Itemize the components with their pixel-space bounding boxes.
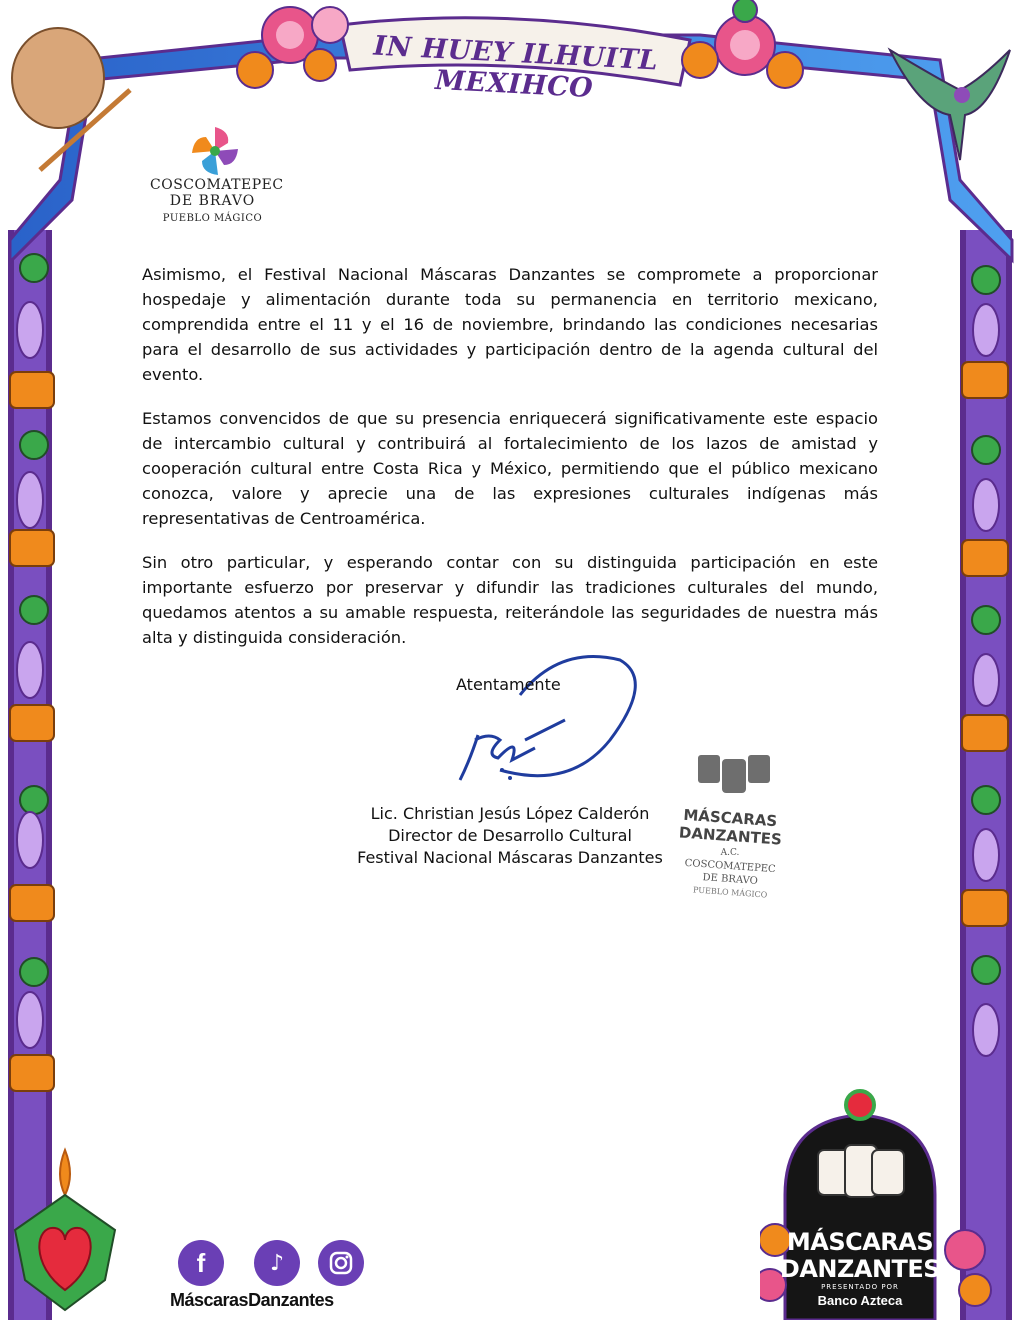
- signer-organization: Festival Nacional Máscaras Danzantes: [357, 848, 663, 867]
- banner-title: IN HUEY ILHUITL MEXIHCO: [372, 30, 659, 105]
- closing: Atentamente: [456, 675, 561, 694]
- signer-name: Lic. Christian Jesús López Calderón: [370, 804, 650, 823]
- town-name-line1: COSCOMATEPEC: [150, 177, 284, 193]
- paragraph: Asimismo, el Festival Nacional Máscaras Danzantes se compromete a proporcionar hospedaje y alimentación durante toda su permanencia en territorio mexicano, comprendida entre el 11 y el 16 de noviembre, brindando las condiciones necesarias para el desarrollo de sus actividades y participación dentro de la agenda cultural del evento.: [142, 265, 878, 384]
- letter-body: [142, 262, 878, 669]
- festival-logo-line1: MÁSCARAS: [786, 1228, 934, 1256]
- signer-block: [340, 803, 680, 869]
- stamp-line2: DANZANTES: [678, 823, 783, 849]
- town-name-line2: DE BRAVO: [169, 193, 256, 209]
- paragraph: Estamos convencidos de que su presencia enriquecerá significativamente este espacio de intercambio cultural y contribuirá al fortalecimiento de los lazos de amistad y cooperación cultural entre Costa Rica y México, permitiendo que el público mexicano conozca, valore y aprecie una de las expresiones culturales indígenas más representativas de Centroamérica.: [142, 409, 878, 528]
- facebook-icon[interactable]: f: [178, 1240, 224, 1286]
- tiktok-icon[interactable]: ♪: [254, 1240, 300, 1286]
- instagram-icon[interactable]: [318, 1240, 364, 1286]
- social-links: [168, 1238, 388, 1313]
- stamp-line1: MÁSCARAS: [682, 805, 778, 831]
- stamp-line5: DE BRAVO: [702, 872, 759, 887]
- signer-title: Director de Desarrollo Cultural: [388, 826, 632, 845]
- festival-logo-line2: DANZANTES: [779, 1255, 941, 1283]
- festival-logo: [760, 1075, 1020, 1320]
- stamp-line4: COSCOMATEPEC: [684, 857, 777, 876]
- town-tagline: PUEBLO MÁGICO: [162, 213, 263, 224]
- town-logo: [150, 125, 284, 235]
- pinwheel-icon: [190, 125, 240, 177]
- social-handle: MáscarasDanzantes: [170, 1290, 334, 1310]
- stamp-line6: PUEBLO MÁGICO: [692, 885, 768, 900]
- sponsor-name: Banco Azteca: [817, 1293, 903, 1308]
- festival-logo-sponsor-label: PRESENTADO POR: [821, 1283, 899, 1291]
- signature: [440, 640, 640, 790]
- organization-stamp: [670, 745, 790, 905]
- stamp-line3: A.C.: [720, 848, 740, 858]
- paragraph: Sin otro particular, y esperando contar con su distinguida participación en este importante esfuerzo por preservar y difundir las tradiciones culturales del mundo, quedamos atentos a su amable respuesta, reiterándole las seguridades de nuestra más alta y distinguida consideración.: [142, 553, 878, 647]
